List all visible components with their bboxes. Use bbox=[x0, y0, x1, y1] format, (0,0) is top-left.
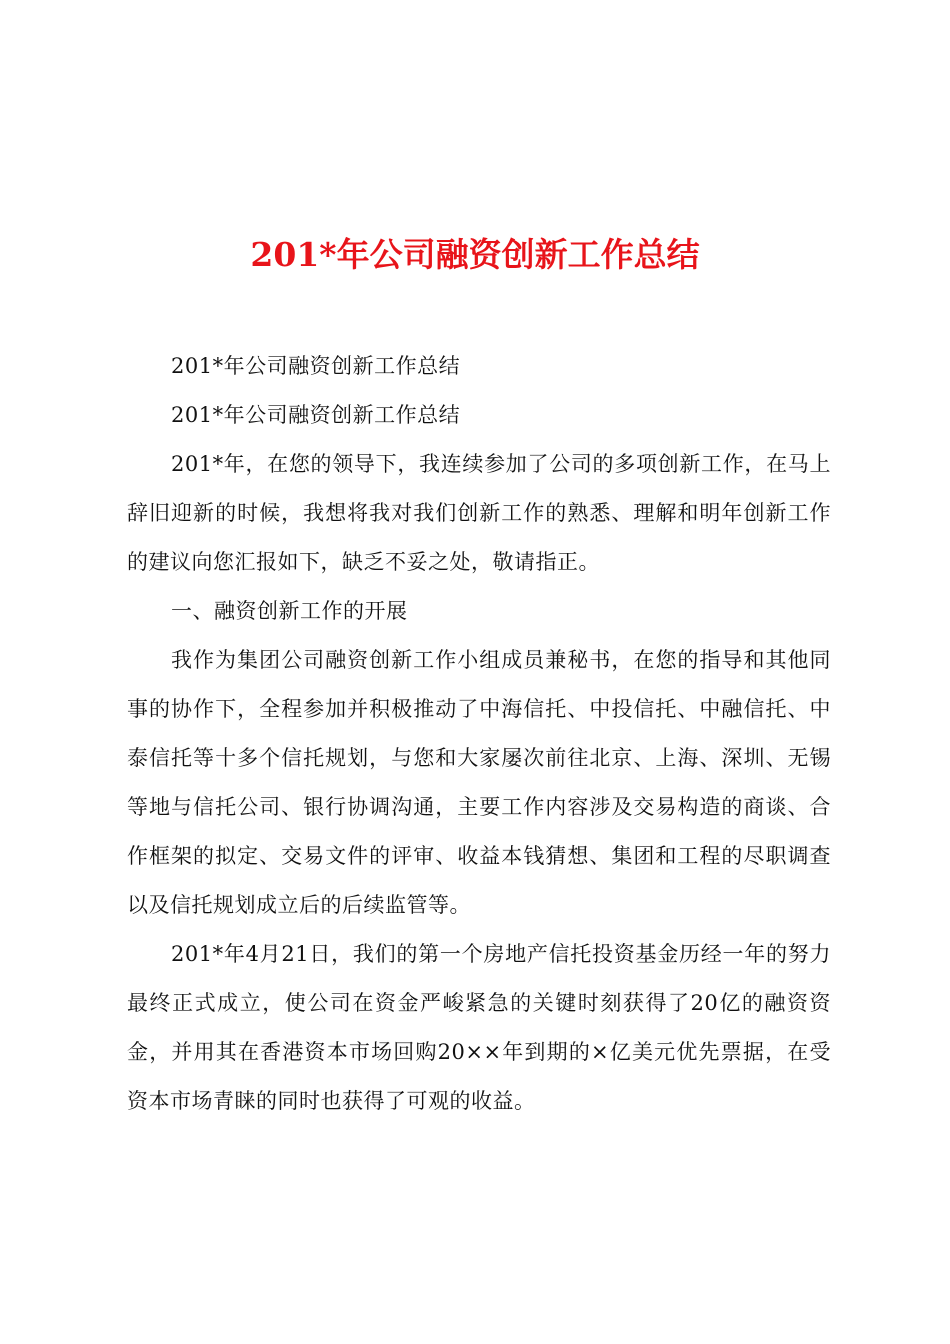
paragraph-work-details: 我作为集团公司融资创新工作小组成员兼秘书，在您的指导和其他同事的协作下，全程参加并积极推动了中海信托、中投信托、中融信托、中泰信托等十多个信托规划，与您和大家屡次前往北京、上海、深圳、无锡等地与信托公司、银行协调沟通，主要工作内容涉及交易构造的商谈、合作框架的拟定、交易文件的评审、收益本钱猜想、集团和工程的尽职调查以及信托规划成立后的后续监管等。 bbox=[127, 648, 831, 917]
paragraph-subtitle-2: 201*年公司融资创新工作总结 bbox=[171, 403, 461, 427]
document-title: 201*年公司融资创新工作总结 bbox=[250, 235, 700, 275]
paragraph-intro: 201*年，在您的领导下，我连续参加了公司的多项创新工作，在马上辞旧迎新的时候，我想将我对我们创新工作的熟悉、理解和明年创新工作的建议向您汇报如下，缺乏不妥之处，敬请指正。 bbox=[127, 452, 831, 574]
section-heading-1: 一、融资创新工作的开展 bbox=[171, 599, 408, 623]
document-body bbox=[127, 342, 831, 1126]
paragraph-fund-established: 201*年4月21日，我们的第一个房地产信托投资基金历经一年的努力最终正式成立，使公司在资金严峻紧急的关键时刻获得了20亿的融资资金，并用其在香港资本市场回购20××年到期的×亿美元优先票据，在受资本市场青睐的同时也获得了可观的收益。 bbox=[127, 942, 831, 1113]
paragraph-subtitle-1: 201*年公司融资创新工作总结 bbox=[171, 354, 461, 378]
